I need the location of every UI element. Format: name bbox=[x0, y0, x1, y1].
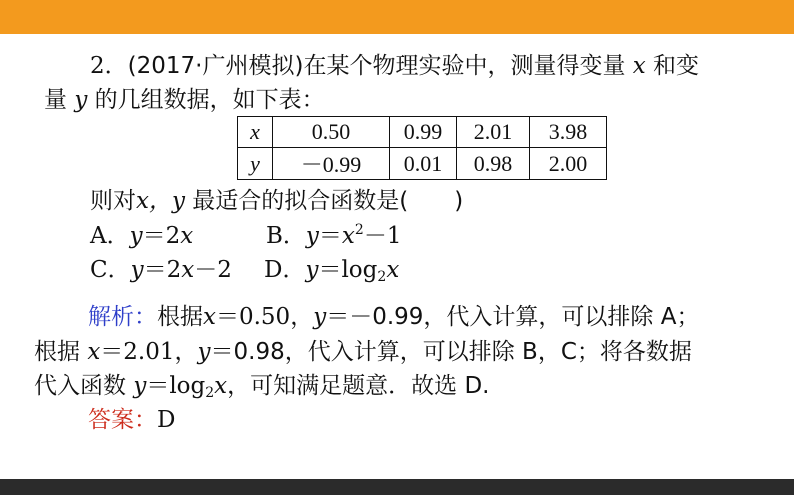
table-cell: 0.01 bbox=[390, 148, 457, 180]
option-c-letter: C． bbox=[90, 257, 131, 283]
option-a-eq: ＝2 bbox=[142, 223, 181, 249]
option-b-y: y bbox=[305, 223, 319, 249]
question-prompt bbox=[90, 187, 463, 215]
answer-value: D bbox=[157, 407, 176, 433]
table-cell: 0.98 bbox=[457, 148, 530, 180]
question-text-2: 和变 bbox=[653, 53, 700, 79]
solution-text: ，可知满足题意．故选 D. bbox=[227, 373, 490, 399]
solution-text: 根据 bbox=[34, 339, 80, 365]
option-b-letter: B． bbox=[266, 223, 306, 249]
var-y: y bbox=[74, 87, 88, 113]
table-cell: 2.01 bbox=[457, 117, 530, 148]
option-a-y: y bbox=[129, 223, 143, 249]
answer-line bbox=[88, 406, 175, 434]
table-row-x bbox=[238, 117, 607, 148]
table-cell: 0.50 bbox=[273, 117, 390, 148]
top-accent-bar bbox=[0, 0, 794, 34]
question-source: (2017·广州模拟) bbox=[127, 53, 304, 79]
solution-var: x bbox=[214, 373, 228, 399]
option-d-eq: ＝log bbox=[318, 257, 378, 283]
option-b-tail: －1 bbox=[363, 223, 402, 249]
question-line-2 bbox=[44, 86, 325, 114]
option-d-letter: D． bbox=[264, 257, 306, 283]
question-text-1: 在某个物理实验中，测量得变量 bbox=[303, 53, 626, 79]
option-a-letter: A． bbox=[90, 223, 130, 249]
table-header-x: x bbox=[238, 117, 273, 148]
solution-var: y bbox=[313, 304, 327, 330]
solution-text: 根据 bbox=[157, 304, 203, 330]
option-b bbox=[266, 222, 401, 250]
solution-text: ＝0.98，代入计算，可以排除 B，C；将各数据 bbox=[210, 339, 692, 365]
option-a bbox=[90, 222, 193, 250]
option-b-eq: ＝ bbox=[318, 223, 342, 249]
option-d-x: x bbox=[386, 257, 400, 283]
solution-text: ＝－0.99，代入计算，可以排除 A； bbox=[326, 304, 700, 330]
solution-var: y bbox=[133, 373, 147, 399]
solution-line-2 bbox=[34, 338, 692, 366]
var-x: x bbox=[632, 53, 646, 79]
solution-text: 代入函数 bbox=[34, 373, 126, 399]
table-cell: 0.99 bbox=[390, 117, 457, 148]
option-b-exp: 2 bbox=[354, 222, 364, 238]
solution-var: x bbox=[87, 339, 101, 365]
solution-line-1 bbox=[88, 303, 699, 331]
solution-text: ＝2.01， bbox=[100, 339, 198, 365]
table-header-y: y bbox=[238, 148, 273, 180]
solution-sub: 2 bbox=[205, 385, 215, 401]
table-row-y bbox=[238, 148, 607, 180]
table-cell: 3.98 bbox=[530, 117, 607, 148]
solution-text: ＝0.50， bbox=[215, 304, 314, 330]
prompt-text-1: 则对 bbox=[90, 188, 136, 214]
option-c-x: x bbox=[181, 257, 195, 283]
option-a-x: x bbox=[180, 223, 194, 249]
option-d-y: y bbox=[305, 257, 319, 283]
option-c-tail: －2 bbox=[194, 257, 232, 283]
solution-line-3 bbox=[34, 372, 490, 400]
option-c-y: y bbox=[130, 257, 144, 283]
option-c bbox=[90, 256, 232, 284]
prompt-vars: x，y bbox=[136, 188, 185, 214]
question-line-1 bbox=[90, 52, 699, 80]
table-cell: 2.00 bbox=[530, 148, 607, 180]
option-c-eq: ＝2 bbox=[143, 257, 182, 283]
question-text-4: 的几组数据，如下表： bbox=[94, 87, 325, 113]
bottom-bar bbox=[0, 479, 794, 495]
solution-label: 解析： bbox=[88, 304, 157, 330]
option-d bbox=[264, 256, 399, 284]
data-table bbox=[237, 116, 607, 180]
option-b-x: x bbox=[341, 223, 355, 249]
option-d-sub: 2 bbox=[377, 269, 387, 285]
solution-text: ＝log bbox=[146, 373, 206, 399]
solution-var: x bbox=[203, 304, 216, 330]
answer-label: 答案： bbox=[88, 407, 157, 433]
table-cell: －0.99 bbox=[273, 148, 390, 180]
prompt-text-2: 最适合的拟合函数是( ) bbox=[192, 188, 464, 214]
solution-var: y bbox=[197, 339, 211, 365]
question-text-3: 量 bbox=[44, 87, 67, 113]
question-number: 2． bbox=[90, 53, 128, 79]
